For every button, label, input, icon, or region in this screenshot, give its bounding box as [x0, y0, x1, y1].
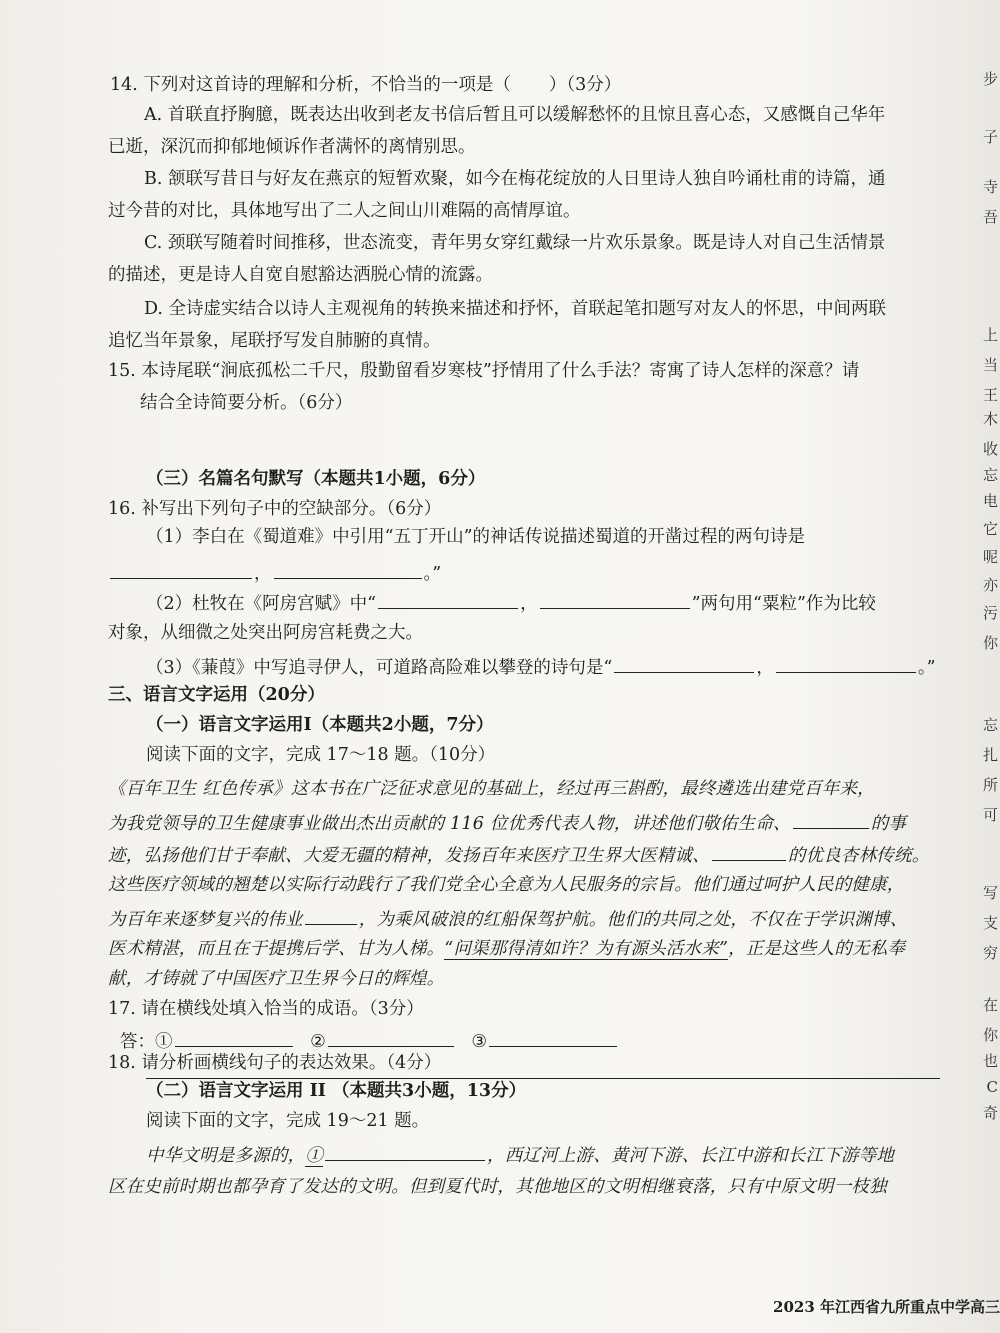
q15-line1: 15. 本诗尾联“涧底孤松二千尺，殷勤留看岁寒枝”抒情用了什么手法？寄寓了诗人怎样的深意？请 [108, 361, 860, 381]
edge-char: 步 [982, 70, 998, 88]
q17-stem: 17. 请在横线处填入恰当的成语。（3分） [108, 999, 424, 1019]
edge-char: 也 [982, 1052, 998, 1070]
reading-instruction-1: 阅读下面的文字，完成 17～18 题。（10分） [146, 745, 496, 765]
edge-char: 支 [982, 914, 998, 932]
q16-part2-line2: 对象，从细微之处突出阿房宫耗费之大。 [108, 623, 423, 643]
passage1-line5: 为百年来逐梦复兴的伟业 ，为乘风破浪的红船保驾护航。他们的共同之处，不仅在于学识渊博、 [108, 906, 907, 931]
q16-part1-answer: ， 。” [108, 560, 441, 585]
answer-blank[interactable] [328, 1028, 454, 1047]
q14-option-c-line1: C. 颈联写随着时间推移，世态流变，青年男女穿红戴绿一片欢乐景象。既是诗人对自己生活情景 [144, 233, 886, 253]
edge-char: C [986, 1078, 998, 1096]
q14-stem-text: 14. 下列对这首诗的理解和分析，不恰当的一项是（ [110, 75, 511, 95]
passage1-line7: 献，才铸就了中国医疗卫生界今日的辉煌。 [108, 969, 445, 989]
q14-option-a-line1: A. 首联直抒胸臆，既表达出收到老友书信后暂且可以缓解愁怀的且惊且喜心态，又感慨自己华年 [144, 105, 886, 125]
edge-char: 忘 [982, 716, 998, 734]
passage2-blank-1[interactable] [325, 1142, 485, 1161]
edge-char: 在 [982, 996, 998, 1014]
edge-char: 奇 [982, 1104, 998, 1122]
reading-instruction-2: 阅读下面的文字，完成 19～21 题。 [146, 1111, 430, 1131]
answer-blank[interactable] [378, 590, 518, 609]
edge-char: 你 [982, 634, 998, 652]
q14-option-b-line2: 过今昔的对比，具体地写出了二人之间山川难隔的高情厚谊。 [108, 201, 581, 221]
edge-char: 王 [982, 386, 998, 404]
edge-char: 吾 [982, 208, 998, 226]
answer-blank[interactable] [274, 560, 422, 579]
passage1-line1: 《百年卫生 红色传承》这本书在广泛征求意见的基础上，经过再三斟酌，最终遴选出建党百年来， [108, 779, 875, 799]
answer-blank[interactable] [540, 590, 690, 609]
q16-part1-text: （1）李白在《蜀道难》中引用“五丁开山”的神话传说描述蜀道的开凿过程的两句诗是 [146, 527, 806, 547]
edge-char: 污 [982, 604, 998, 622]
passage1-line3: 迹，弘扬他们甘于奉献、大爱无疆的精神，发扬百年来医疗卫生界大医精诚、 的优良杏林传统。 [108, 842, 929, 867]
answer-blank[interactable] [110, 560, 252, 579]
part-3-title: 三、语言文字运用（20分） [108, 685, 325, 705]
idiom-blank-2[interactable] [712, 842, 786, 861]
q14-score: ）（3分） [548, 75, 622, 95]
q14-stem [110, 74, 621, 96]
edge-char: 收 [982, 440, 998, 458]
subsection-1-title: （一）语言文字运用Ⅰ（本题共2小题，7分） [146, 715, 494, 735]
answer-line[interactable] [146, 1078, 940, 1079]
q14-option-c-line2: 的描述，更是诗人自宽自慰豁达洒脱心情的流露。 [108, 265, 493, 285]
q14-option-d-line1: D. 全诗虚实结合以诗人主观视角的转换来描述和抒怀，首联起笔扣题写对友人的怀思，中间两联 [144, 299, 887, 319]
subsection-2-title: （二）语言文字运用 II （本题共3小题，13分） [146, 1081, 527, 1101]
q17-answer-row: 答：① ② ③ [120, 1028, 619, 1053]
underlined-sentence: “问渠那得清如许？为有源头活水来” [444, 939, 729, 959]
edge-char: 电 [982, 492, 998, 510]
edge-char: 呢 [982, 548, 998, 566]
edge-char: 上 [982, 326, 998, 344]
q16-stem: 16. 补写出下列句子中的空缺部分。（6分） [108, 499, 442, 519]
edge-char: 可 [982, 806, 998, 824]
passage2-line2: 区在史前时期也都孕育了发达的文明。但到夏代时，其他地区的文明相继衰落，只有中原文明一枝独 [108, 1177, 887, 1197]
section-3-title: （三）名篇名句默写（本题共1小题，6分） [146, 469, 486, 489]
edge-char: 你 [982, 1026, 998, 1044]
edge-char: 寺 [982, 178, 998, 196]
idiom-blank-3[interactable] [305, 906, 357, 925]
q16-part3: （3）《蒹葭》中写追寻伊人，可道路高险难以攀登的诗句是“ ， 。” [146, 654, 936, 679]
passage1-line6: 医术精湛，而且在于提携后学、甘为人梯。“问渠那得清如许？为有源头活水来”，正是这些人的无私奉 [108, 939, 906, 959]
footer-exam-title: 2023 年江西省九所重点中学高三 [773, 1298, 1000, 1316]
q18-stem: 18. 请分析画横线句子的表达效果。（4分） [108, 1053, 442, 1073]
passage1-line2: 为我党领导的卫生健康事业做出杰出贡献的 116 位优秀代表人物，讲述他们敬佑生命、 的事 [108, 810, 906, 835]
q14-option-d-line2: 追忆当年景象，尾联抒写发自肺腑的真情。 [108, 331, 441, 351]
answer-blank[interactable] [614, 654, 754, 673]
edge-char: 亦 [982, 576, 998, 594]
answer-blank[interactable] [489, 1028, 617, 1047]
edge-char: 子 [982, 128, 998, 146]
answer-blank[interactable] [175, 1028, 293, 1047]
edge-char: 它 [982, 520, 998, 538]
passage2-line1: 中华文明是多源的，① ，西辽河上游、黄河下游、长江中游和长江下游等地 [146, 1142, 894, 1167]
edge-char: 忘 [982, 466, 998, 484]
passage1-line4: 这些医疗领域的翘楚以实际行动践行了我们党全心全意为人民服务的宗旨。他们通过呵护人民的健康， [108, 875, 905, 895]
answer-blank[interactable] [776, 654, 916, 673]
q15-line2: 结合全诗简要分析。（6分） [140, 393, 353, 413]
q16-part2-line1: （2）杜牧在《阿房宫赋》中“ ， ”两句用“粟粒”作为比较 [146, 590, 876, 615]
q14-option-b-line1: B. 颔联写昔日与好友在燕京的短暂欢聚，如今在梅花绽放的人日里诗人独自吟诵杜甫的诗篇，通 [144, 169, 886, 189]
idiom-blank-1[interactable] [793, 810, 869, 829]
edge-char: 穷 [982, 944, 998, 962]
edge-char: 写 [982, 884, 998, 902]
q14-option-a-line2: 已逝，深沉而抑郁地倾诉作者满怀的离情别思。 [108, 137, 476, 157]
edge-char: 木 [982, 410, 998, 428]
edge-char: 所 [982, 776, 998, 794]
edge-char: 扎 [982, 746, 998, 764]
edge-char: 当 [982, 356, 998, 374]
